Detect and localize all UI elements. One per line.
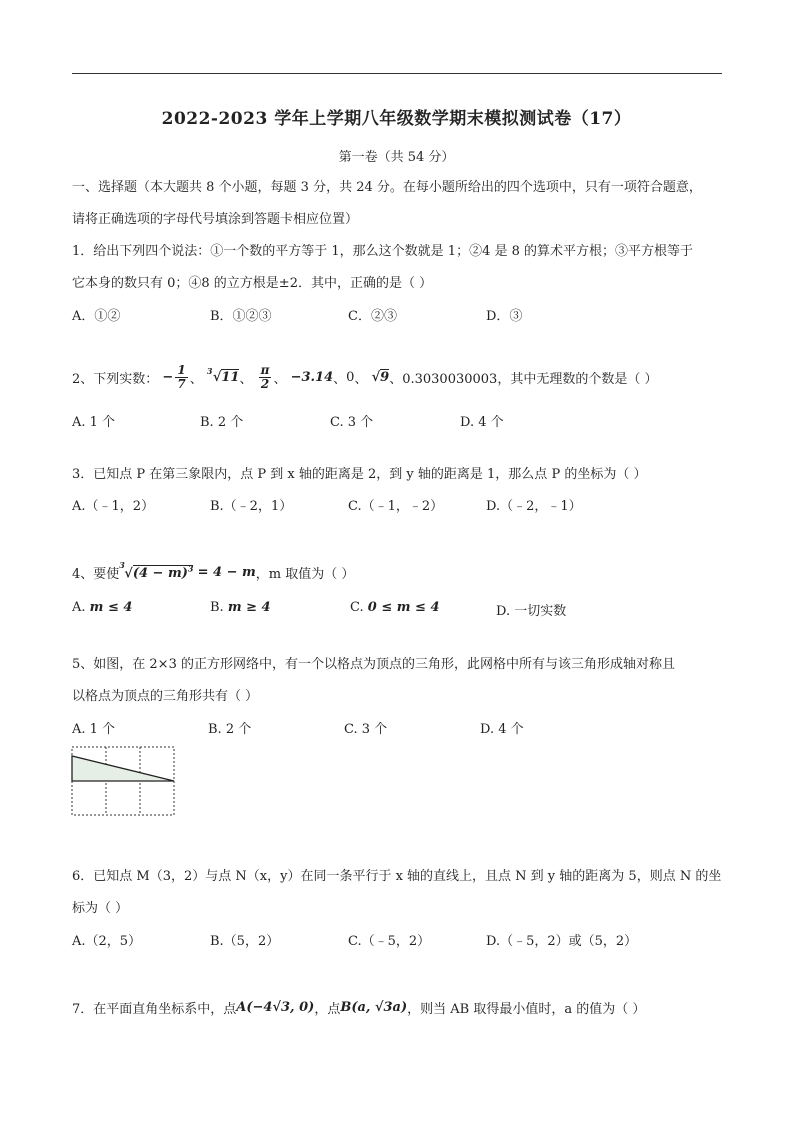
q4-root-index: 3: [119, 559, 125, 570]
q2-frac1-denominator: 7: [177, 377, 186, 391]
q2-cbrt-radicand: 11: [221, 370, 240, 385]
q2-suffix: 、0.3030030003，其中无理数的个数是（ ）: [389, 372, 658, 387]
q4-suffix: ，m 取值为（ ）: [255, 567, 355, 582]
top-rule: [72, 73, 722, 74]
q1-option-d: D．③: [486, 309, 523, 324]
q2-frac2-numerator: π: [260, 363, 270, 377]
q4-option-c: [350, 600, 440, 615]
q4-option-d-text: 一切实数: [514, 604, 567, 619]
q2-separator-2: 、: [239, 372, 253, 387]
q2-option-c: C. 3 个: [330, 415, 374, 430]
q2-frac1-numerator: 1: [177, 363, 186, 377]
q4-option-a-letter: A.: [72, 600, 86, 615]
q6-text-line2: 标为（ ）: [72, 901, 129, 916]
q2-text-line: [72, 364, 657, 391]
q2-cube-root-11: 3 √11: [206, 366, 240, 385]
section-instructions-line1: 一、选择题（本大题共 8 个小题，每题 3 分，共 24 分。在每小题所给出的四个选项中，只有一项符合题意，: [72, 180, 702, 195]
q2-prefix: 2、下列实数：: [72, 372, 159, 387]
q5-option-c: C. 3 个: [344, 722, 388, 737]
q2-option-b: B. 2 个: [200, 415, 244, 430]
q4-option-d: [496, 600, 566, 619]
q4-cube-root-expression: 3 $√(4 - m)^3$: [119, 559, 194, 582]
q3-option-a: A.（﹣1，2）: [72, 499, 155, 514]
section-subtitle: 第一卷（共 54 分）: [338, 150, 455, 165]
q7-point-b: B(a, √3a): [340, 1000, 408, 1015]
q2-minus-sign: −: [162, 370, 174, 385]
q4-option-c-math: 0 ≤ m ≤ 4: [367, 600, 440, 615]
q4-option-b: [210, 600, 271, 615]
q4-radicand: (4 − m): [132, 566, 188, 582]
q2-separator-4: 、: [333, 372, 347, 387]
q2-option-d: D. 4 个: [460, 415, 504, 430]
q4-option-a-math: m ≤ 4: [89, 600, 133, 615]
q3-text-line1: 3．已知点 P 在第三象限内，点 P 到 x 轴的距离是 2，到 y 轴的距离是 1，那么点 P 的坐标为（ ）: [72, 467, 647, 482]
q4-option-a: [72, 600, 132, 615]
q2-option-a: A. 1 个: [72, 415, 116, 430]
q6-option-d: D.（﹣5，2）或（5，2）: [486, 934, 638, 949]
q7-point-a-coord: −4√3, 0: [252, 1000, 309, 1015]
q6-option-a: A.（2，5）: [72, 934, 142, 949]
q5-option-a: A. 1 个: [72, 722, 116, 737]
q2-value-neg-3-14: −3.14: [290, 370, 334, 385]
q1-option-c: C．②③: [348, 309, 397, 324]
q4-rhs: = 4 − m: [197, 565, 256, 580]
q2-fraction-one-seventh: [175, 364, 187, 391]
q5-text-line1: 5、如图，在 2×3 的正方形网络中，有一个以格点为顶点的三角形，此网格中所有与该三角形成轴对称且: [72, 657, 675, 672]
q5-triangle: [72, 756, 174, 781]
q4-text-line: [72, 559, 355, 582]
q7-prefix: 7．在平面直角坐标系中，点: [72, 1002, 237, 1017]
page-title: 2022-2023 学年上学期八年级数学期末模拟测试卷（17）: [161, 109, 632, 129]
q3-option-c: C.（﹣1，﹣2）: [348, 499, 444, 514]
q6-option-b: B.（5，2）: [210, 934, 280, 949]
q4-option-c-letter: C.: [350, 600, 364, 615]
q1-option-a: A．①②: [72, 309, 121, 324]
q4-radicand-wrap: [133, 565, 194, 581]
q7-point-a: A(−4√3, 0): [236, 1000, 315, 1015]
q5-option-d: D. 4 个: [480, 722, 524, 737]
q2-frac2-denominator: 2: [260, 377, 270, 391]
q7-suffix: ，则当 AB 取得最小值时，a 的值为（ ）: [407, 1002, 646, 1017]
q7-text-line: [72, 998, 645, 1017]
q7-point-a-label: A: [236, 1000, 247, 1015]
q7-mid: ，点: [314, 1002, 341, 1017]
q2-separator-3: 、: [273, 372, 287, 387]
q4-option-b-math: m ≥ 4: [227, 600, 271, 615]
q2-cbrt-index: 3: [206, 366, 213, 376]
q2-separator-5: 、: [354, 372, 368, 387]
q4-option-d-letter: D.: [496, 604, 511, 619]
q5-option-b: B. 2 个: [208, 722, 252, 737]
q4-exponent: 3: [187, 563, 194, 574]
q7-point-b-label: B: [340, 1000, 352, 1015]
q2-sqrt-radicand: 9: [380, 370, 390, 385]
q3-option-b: B.（﹣2，1）: [210, 499, 293, 514]
q6-option-c: C.（﹣5，2）: [348, 934, 431, 949]
q1-text-line1: 1．给出下列四个说法：①一个数的平方等于 1，那么这个数就是 1；②4 是 8 的算术平方根；③平方根等于: [72, 244, 694, 259]
q7-point-b-coord: a, √3a: [357, 1000, 401, 1015]
q1-text-line2: 它本身的数只有 0；④8 的立方根是±2．其中，正确的是（ ）: [72, 276, 433, 291]
q2-fraction-pi-half: [259, 364, 272, 391]
section-instructions-line2: 请将正确选项的字母代号填涂到答题卡相应位置）: [72, 212, 359, 227]
q4-prefix: 4、要使: [72, 567, 120, 582]
q1-option-b: B．①②③: [210, 309, 272, 324]
q2-zero: 0: [346, 370, 355, 385]
q2-separator-1: 、: [189, 372, 203, 387]
q4-option-b-letter: B.: [210, 600, 224, 615]
q2-sqrt-9: √9: [371, 370, 390, 385]
q5-text-line2: 以格点为顶点的三角形共有（ ）: [72, 689, 259, 704]
q6-text-line1: 6．已知点 M（3，2）与点 N（x，y）在同一条平行于 x 轴的直线上，且点 N 到 y 轴的距离为 5，则点 N 的坐: [72, 869, 722, 884]
q3-option-d: D.（﹣2，﹣1）: [486, 499, 582, 514]
q5-grid-figure: [71, 746, 177, 817]
